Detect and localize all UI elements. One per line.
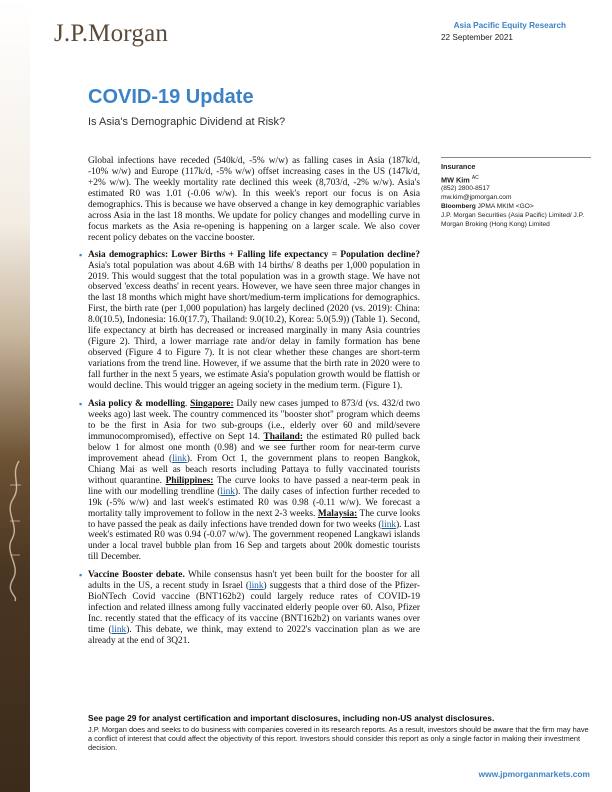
analyst-box [441,157,591,229]
analyst-name: MW Kim [441,175,470,185]
singapore-text: Daily new cases jumped to 873/d (vs. 432/d two weeks ago) last week. The country commenced its "booster shot" program which deems to be the first in Asia for two sub-groups (i.e., elderly over 60 and mild/severe immunocompromised), effective on Sept 14. [88,399,421,442]
malaysia-text-1: The curve looks to have passed the peak as daily infections have trended down for two weeks ( [88,508,420,530]
analyst-bloomberg [441,202,591,211]
analyst-name-line [441,174,591,184]
vaccine-text-2: ) suggests that a third dose of the Pfizer-BioNTech Covid vaccine (BNT162b2) could largely reduce rates of COVID-19 infection and related illness among fully vaccinated elderly people over 60. Also, Pfizer Inc. recently stated that the efficacy of its vaccine (BNT162b2) on variants wanes over time ( [88,581,420,636]
philippines-text-1: The curve looks to have passed a near-term peak in line with our modelling trendline ( [88,475,420,497]
intro-paragraph: Global infections have receded (540k/d, -5% w/w) as falling cases in Asia (187k/d, -10% w/w) and Europe (117k/d, -5% w/w) offset increasing cases in the US (147k/d, +2% w/w). The weekly mortality rate declined this week (8,703/d, -2% w/w). Asia's estimated R0 was 1.01 (-0.06 w/w). In this week's report our focus is on Asia demographics. This is because we have observed a change in key demographic variables across Asia in the last 18 months. We update for policy changes and modelling curve in focus markets as the Asia re-opening is happening on a larger scale. We also cover recent policy debates on the vaccine booster. [88,156,420,243]
bullet-policy-heading: Asia policy & modelling [88,399,186,410]
analyst-entity: J.P. Morgan Securities (Asia Pacific) Limited/ J.P. Morgan Broking (Hong Kong) Limited [441,212,585,229]
bullet-demographics [88,250,420,392]
bullet-vaccine-heading: Vaccine Booster debate. [88,570,185,581]
report-subtitle: Is Asia's Demographic Dividend at Risk? [88,116,286,128]
vaccine-text-1: While consensus hasn't yet been built for the booster for all adults in the US, a recent study in Israel ( [88,570,420,592]
vaccine-text-3: ). This debate, we think, may extend to 2022's vaccination plan as we are already at the end of 3Q21. [88,625,420,647]
pfizer-link[interactable]: link [111,625,127,636]
main-body [88,156,420,654]
analyst-cert-mark: AC [471,175,479,181]
singapore-label: Singapore: [190,399,234,410]
malaysia-link[interactable]: link [381,519,397,530]
disclosure-text: J.P. Morgan does and seeks to do business with companies covered in its research reports. As a result, investors should be aware that the firm may have a conflict of interest that could affect the objectivity of this report. Investors should consider this report as only a single factor in making their investment decision. [88,725,589,753]
israel-study-link[interactable]: link [248,581,264,592]
analyst-phone: (852) 2800-8517 [441,185,490,193]
thailand-link[interactable]: link [172,453,187,464]
footer-url[interactable]: www.jpmorganmarkets.com [478,769,590,779]
thailand-text-1: the estimated R0 pulled back below 1 for almost one month (0.98) and we see further room for near-term curve improvement ahead ( [88,431,420,464]
jpmorgan-logo: J.P.Morgan [54,20,169,47]
analyst-email[interactable]: mw.kim@jpmorgan.com [441,194,512,202]
philippines-text-2: ). The daily cases of infection further receded to 19k (-5% w/w) and last week's estimated R0 was 0.98 (-0.11 w/w). We forecast a mortality tally improvement to follow in the next 2-3 weeks. [88,486,420,519]
report-date: 22 September 2021 [441,33,513,42]
bullet-policy-modelling [88,399,420,563]
jpmorgan-signature-watermark [4,455,26,605]
bullet-list [88,250,420,647]
bloomberg-ticker: JPMA MKIM <GO> [475,203,534,211]
bullet-demographics-heading: Asia demographics: Lower Births + Falling life expectancy = Population decline? [88,249,420,260]
bloomberg-label: Bloomberg [441,203,476,211]
disclosure-block [88,713,594,753]
malaysia-label: Malaysia: [317,508,358,519]
disclosure-heading: See page 29 for analyst certification and important disclosures, including non-US analyst disclosures. [88,713,495,723]
analyst-sector: Insurance [441,162,476,171]
thailand-label: Thailand: [263,431,303,442]
bullet-vaccine-booster [88,570,420,647]
decorative-side-strip [0,0,30,792]
philippines-link[interactable]: link [220,486,235,497]
report-title: COVID-19 Update [88,86,254,108]
report-type: Asia Pacific Equity Research [453,21,566,30]
bullet-demographics-text: Asia's total population was about 4.6B with 14 births/ 8 deaths per 1,000 population in 2019. This would suggest that the total population was in a growth stage. We have not observed 'excess deaths' in recent years. However, we have seen three major changes in the last 18 months which might have short/medium-term implications for demographics. First, the birth rate (per 1,000 population) has largely declined (2020 (vs. 2019): China: 8.0(10.5), Indonesia: 16.0(17.7), Thailand: 9.0(10.2), Korea: 5.0(5.9)) (Table 1). Second, life expectancy at birth has decreased or increased marginally in many Asia countries (Figure 2). Third, a lower marriage rate and/or delay in family formation has bene observed (Figure 4 to Figure 7). It is not clear whether these changes are short-term variations from the trend line. However, if we assume that the birth rate in 2020 were to fall further in the next 5 years, we estimate Asia's population growth would be flattish or would decline. This would trigger an ageing society in the medium term. (Figure 1). [88,260,420,392]
bullet-policy-sep: . [185,399,191,410]
malaysia-text-2: ). Last week's estimated R0 was 0.94 (-0.07 w/w). The government reopened Langkawi islands under a local travel bubble plan from 16 Sep and targets about 200k domestic tourists till December. [88,519,420,563]
philippines-label: Philippines: [165,475,214,486]
thailand-text-2: ). From Oct 1, the government plans to reopen Bangkok, Chiang Mai as well as beach resorts including Pattaya to fully vaccinated tourists without quarantine. [88,453,421,486]
